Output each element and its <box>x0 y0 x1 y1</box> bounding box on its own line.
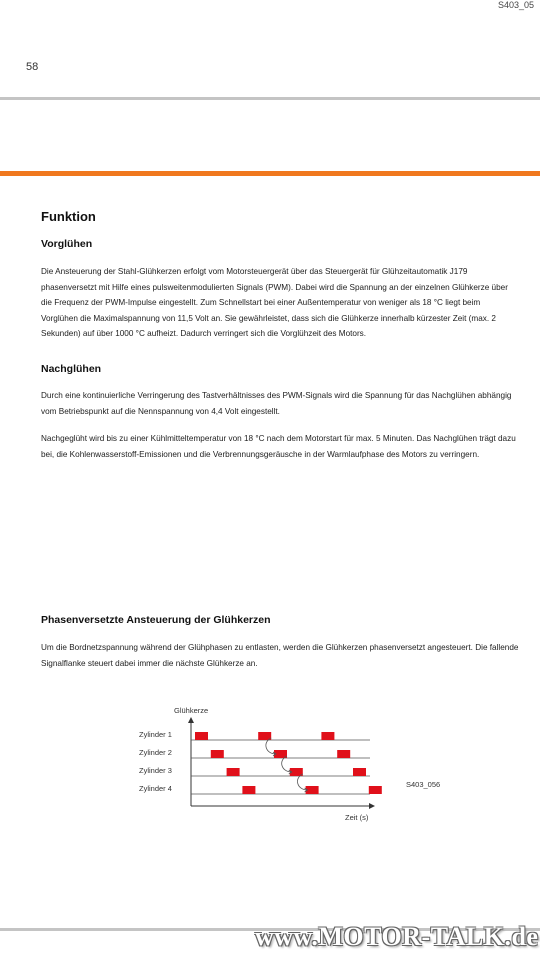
page-number: 58 <box>26 61 39 73</box>
row-label: Zylinder 3 <box>139 766 172 775</box>
figure-reference-top: S403_05 <box>497 0 534 10</box>
header-divider <box>0 97 540 100</box>
pwm-pulse <box>211 750 224 758</box>
paragraph-vorgluehen: Die Ansteuerung der Stahl-Glühkerzen erfolgt vom Motorsteuergerät über das Steuergerät für Glühzeitautomatik J179 phasenversetzt mit Hilfe eines pulsweitenmodulierten Signals (PWM). Dabei wird die Spannung an der einzelnen Glühkerze über die Frequenz der PWM-Impulse eingestellt. Zum Schnellstart bei einer Außentemperatur von weniger als 18 °C liegt beim Vorglühen die Maximalspannung von 11,5 Volt an. Sie gewährleistet, dass sich die Glühkerze innerhalb kürzester Zeit (max. 2 Sekunden) auf über 1000 °C aufheizt. Dadurch verringert sich die Vorglühzeit des Motors. <box>41 267 508 338</box>
figure-id: S403_056 <box>406 780 441 789</box>
pwm-pulse <box>227 768 240 776</box>
watermark: www.MOTOR-TALK.de <box>255 922 539 951</box>
pwm-pulse <box>337 750 350 758</box>
y-axis-label: Glühkerze <box>174 706 209 715</box>
row-label: Zylinder 1 <box>139 730 172 739</box>
row-label: Zylinder 2 <box>139 748 172 757</box>
pwm-pulse <box>321 732 334 740</box>
row-label: Zylinder 4 <box>139 784 172 793</box>
orange-section-bar <box>0 171 540 176</box>
heading-vorgluehen: Vorglühen <box>41 238 93 250</box>
paragraph-nachgluehen-1: Durch eine kontinuierliche Verringerung des Tastverhältnisses des PWM-Signals wird die Spannung für das Nachglühen abhängig vom Betriebspunkt auf die Nennspannung von 4,4 Volt eingestellt. <box>41 391 512 416</box>
heading-nachgluehen: Nachglühen <box>41 363 102 375</box>
glow-plug-timing-diagram <box>130 700 460 830</box>
x-axis-label: Zeit (s) <box>345 813 369 822</box>
pwm-pulse <box>353 768 366 776</box>
paragraph-phasen: Um die Bordnetzspannung während der Glühphasen zu entlasten, werden die Glühkerzen phasenversetzt angesteuert. Die fallende Signalflanke steuert dabei immer die nächste Glühkerze an. <box>41 643 519 668</box>
pwm-pulse <box>369 786 382 794</box>
pwm-pulse <box>242 786 255 794</box>
pwm-pulse <box>195 732 208 740</box>
paragraph-nachgluehen-2: Nachgeglüht wird bis zu einer Kühlmitteltemperatur von 18 °C nach dem Motorstart für max. 5 Minuten. Das Nachglühen trägt dazu bei, die Kohlenwasserstoff-Emissionen und die Verbrennungsgeräusche in der Warmlaufphase des Motors zu verringern. <box>41 434 516 459</box>
section-title: Funktion <box>41 209 96 224</box>
heading-phasen: Phasenversetzte Ansteuerung der Glühkerzen <box>41 614 271 626</box>
